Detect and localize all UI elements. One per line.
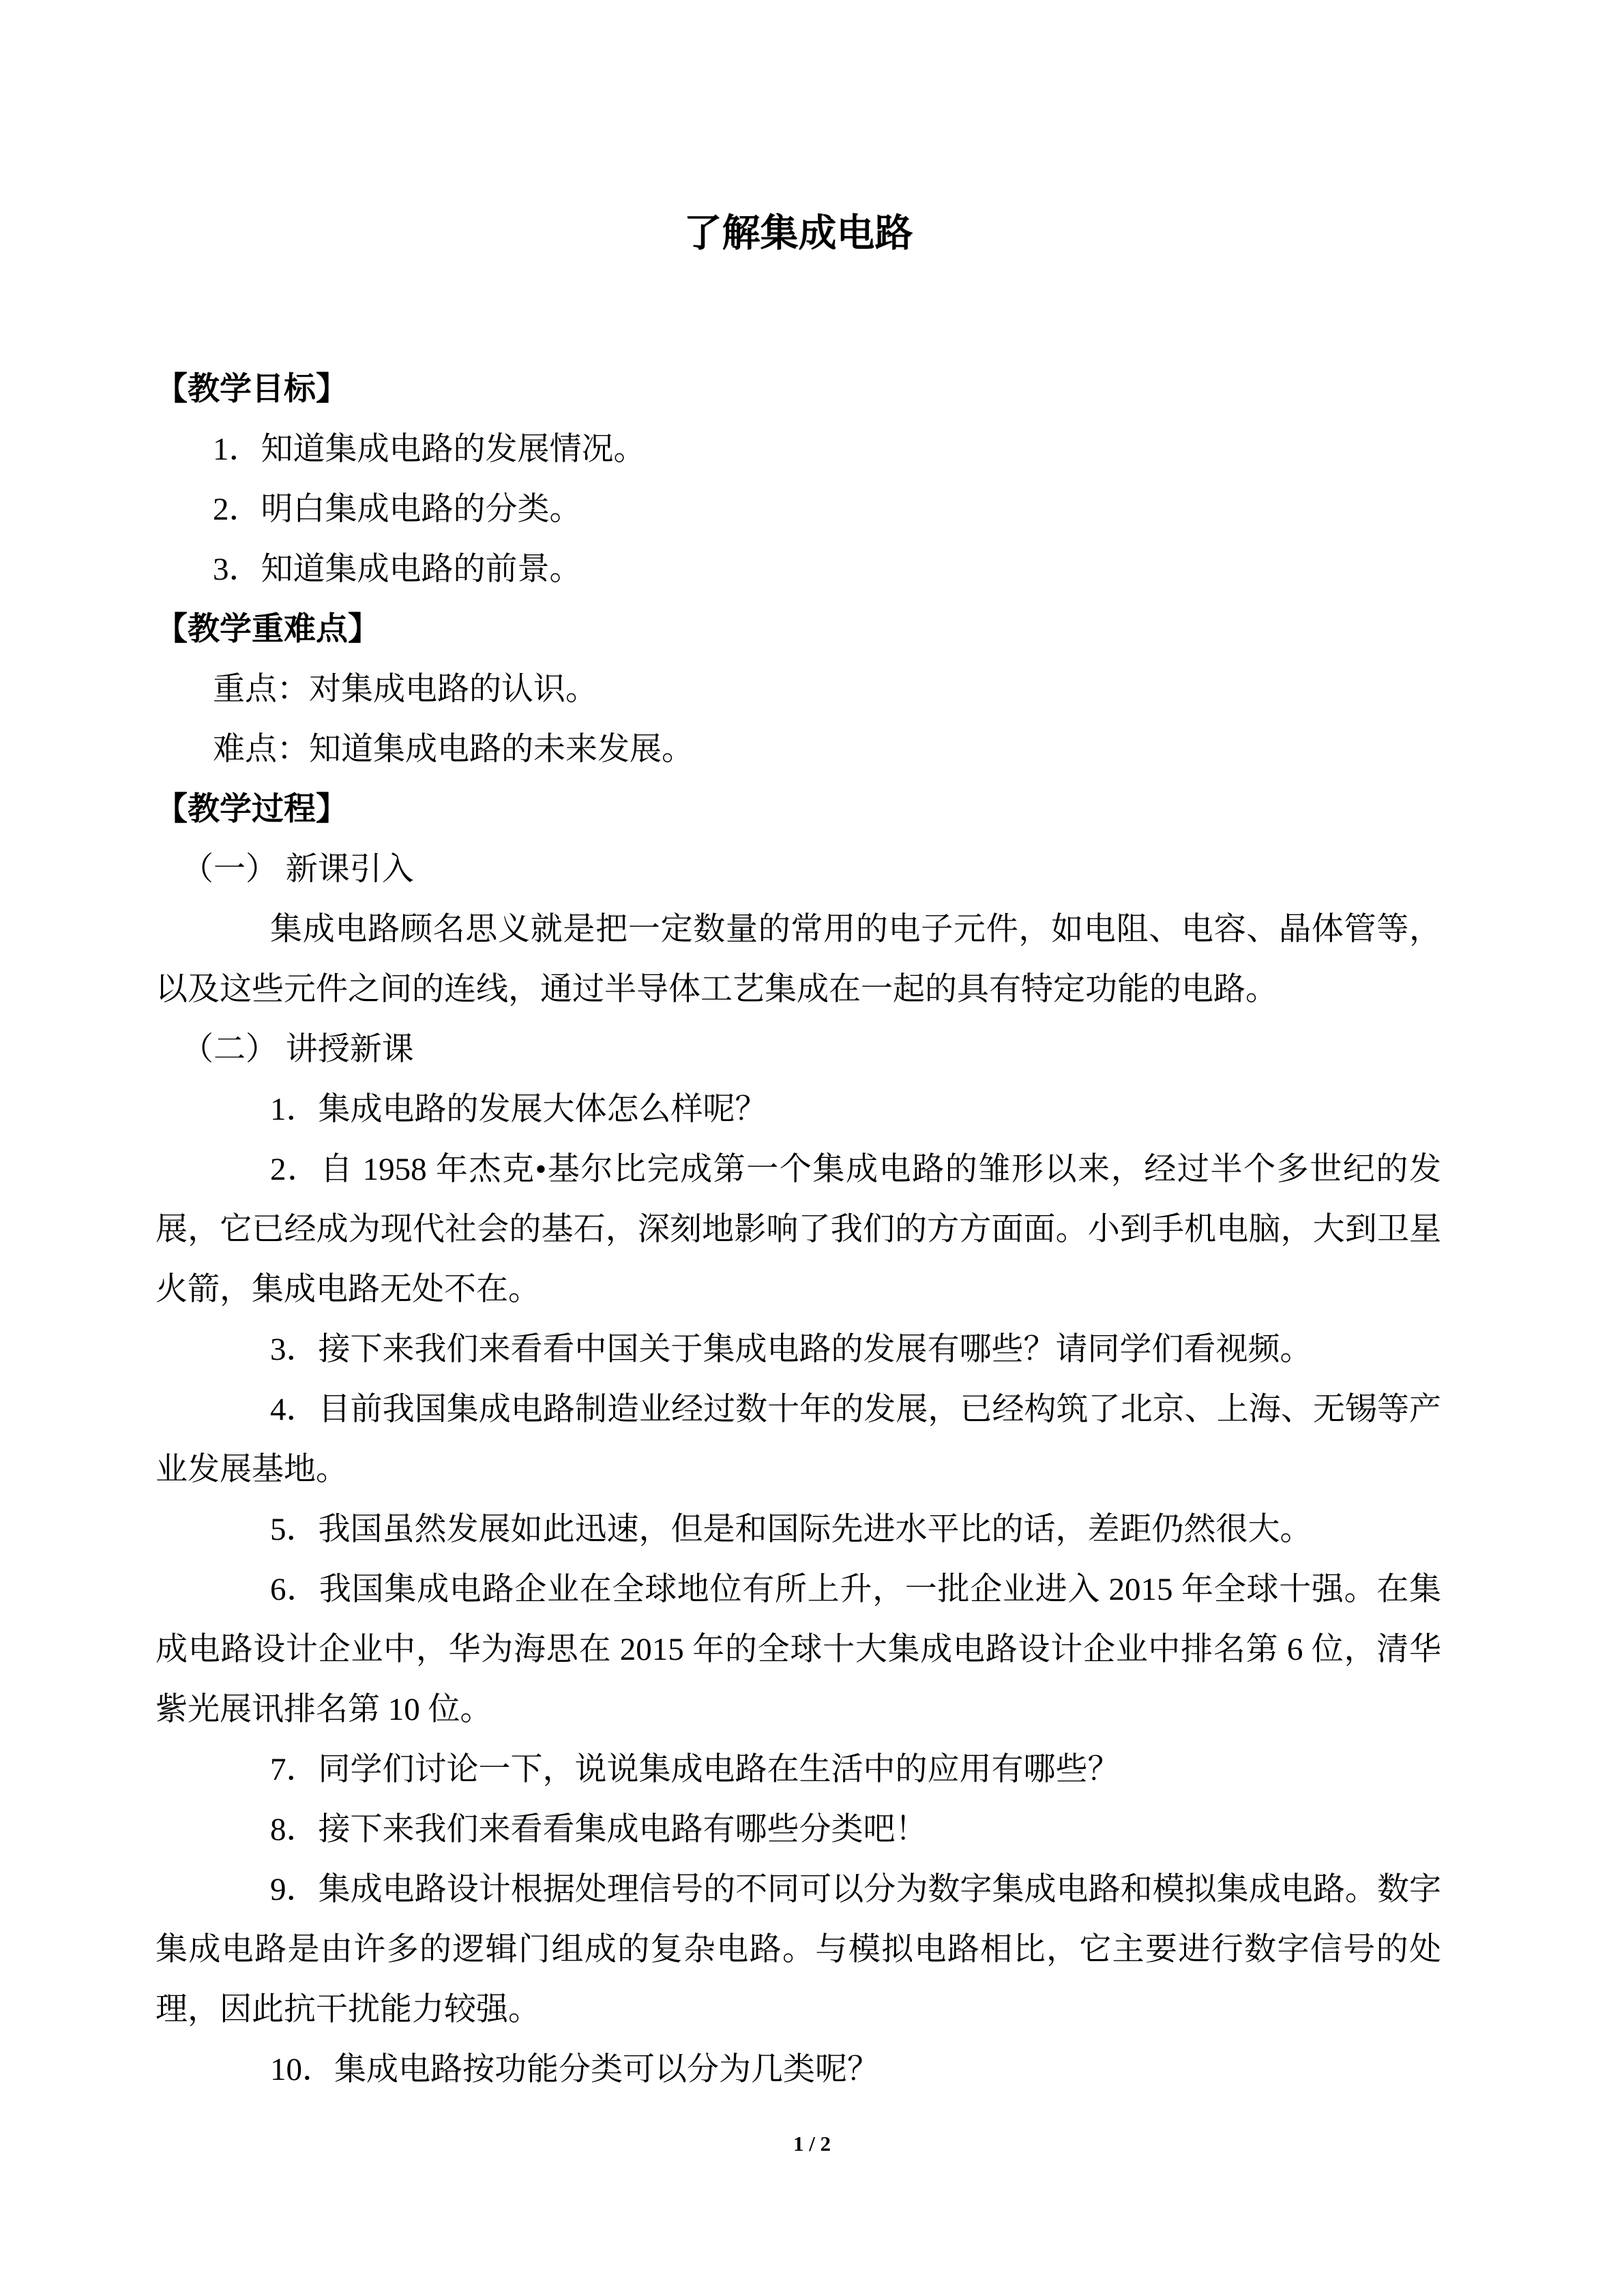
process-step-6: 6．我国集成电路企业在全球地位有所上升，一批企业进入 2015 年全球十强。在集成电路设计企业中，华为海思在 2015 年的全球十大集成电路设计企业中排名第 6 位，清华紫光展讯排名第 10 位。 xyxy=(156,1572,1441,1728)
document-body xyxy=(156,359,1441,2100)
page-number: 1 / 2 xyxy=(793,2132,831,2156)
difficult-point-item: 难点：知道集成电路的未来发展。 xyxy=(213,732,694,768)
process-step-3: 3．接下来我们来看看中国关于集成电路的发展有哪些？请同学们看视频。 xyxy=(270,1332,1312,1368)
section-heading-key-points: 【教学重难点】 xyxy=(156,612,380,648)
process-step-4: 4．目前我国集成电路制造业经过数十年的发展，已经构筑了北京、上海、无锡等产业发展基地。 xyxy=(156,1392,1441,1488)
goal-item-1: 1．知道集成电路的发展情况。 xyxy=(213,432,646,468)
process-step-8: 8．接下来我们来看看集成电路有哪些分类吧！ xyxy=(270,1812,928,1848)
section-heading-teaching-goals: 【教学目标】 xyxy=(156,372,348,408)
section-heading-process: 【教学过程】 xyxy=(156,792,348,828)
subsection-new-lesson: （二） 讲授新课 xyxy=(181,1032,414,1068)
subsection-intro: （一） 新课引入 xyxy=(181,852,414,888)
process-step-5: 5．我国虽然发展如此迅速，但是和国际先进水平比的话，差距仍然很大。 xyxy=(270,1512,1312,1548)
process-step-2: 2．自 1958 年杰克•基尔比完成第一个集成电路的雏形以来，经过半个多世纪的发展，它已经成为现代社会的基石，深刻地影响了我们的方方面面。小到手机电脑，大到卫星火箭，集成电路无处不在。 xyxy=(156,1152,1441,1308)
process-step-1: 1．集成电路的发展大体怎么样呢？ xyxy=(270,1092,767,1128)
key-point-item: 重点：对集成电路的认识。 xyxy=(213,672,597,708)
process-step-9: 9．集成电路设计根据处理信号的不同可以分为数字集成电路和模拟集成电路。数字集成电路是由许多的逻辑门组成的复杂电路。与模拟电路相比，它主要进行数字信号的处理，因此抗干扰能力较强。 xyxy=(156,1872,1441,2028)
paragraph-intro: 集成电路顾名思义就是把一定数量的常用的电子元件，如电阻、电容、晶体管等，以及这些元件之间的连线，通过半导体工艺集成在一起的具有特定功能的电路。 xyxy=(156,912,1441,1008)
process-step-10: 10．集成电路按功能分类可以分为几类呢？ xyxy=(270,2052,879,2088)
goal-item-2: 2．明白集成电路的分类。 xyxy=(213,492,582,528)
document-title: 了解集成电路 xyxy=(683,213,913,255)
process-step-7: 7．同学们讨论一下，说说集成电路在生活中的应用有哪些？ xyxy=(270,1752,1120,1788)
goal-item-3: 3．知道集成电路的前景。 xyxy=(213,552,582,588)
